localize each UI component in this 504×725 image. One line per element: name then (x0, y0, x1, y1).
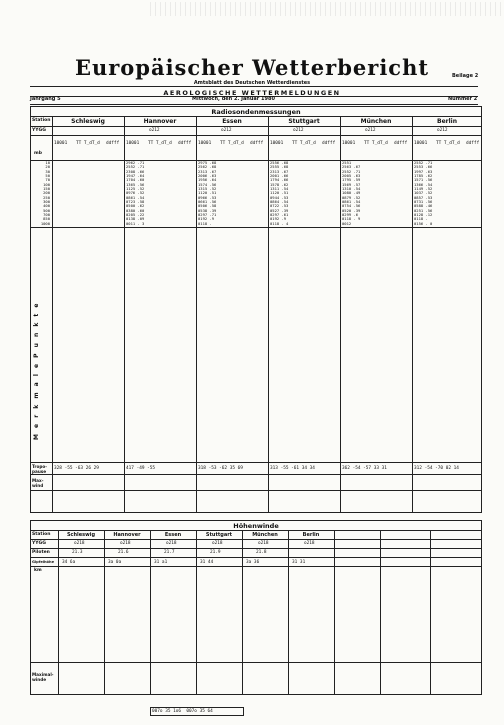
level-entry: 2562 -68 (198, 164, 217, 170)
level-entry: 0380 -60 (126, 207, 145, 213)
level-entry: 0118 - (198, 220, 212, 226)
divider (30, 474, 482, 475)
station-code: o212 (365, 128, 376, 133)
station-data-essen (198, 161, 216, 226)
station-name: München (360, 118, 392, 125)
col-line (104, 530, 105, 695)
level-entry: 1125 -52 (126, 186, 145, 192)
piloten-value: 21.9 (210, 550, 221, 555)
tt-header: TT T_dT_d (436, 141, 460, 146)
level-entry: 1365 -56 (126, 181, 145, 187)
level-entry: 1795 -59 (342, 177, 361, 183)
tt-header: TT T_dT_d (364, 141, 388, 146)
divider (30, 227, 482, 228)
piloten-value: 21.7 (164, 550, 175, 555)
gipfel-value: 31 a1 (154, 560, 168, 565)
significant-points-label: M e r k m a l e P u n k t e (33, 301, 40, 440)
level-entry: 0966 -53 (198, 194, 217, 200)
level-entry: 0944 -53 (270, 194, 289, 200)
level-value: 700 (43, 212, 50, 218)
level-entry: 0297 -61 (270, 212, 289, 218)
level-entry: 0251 -56 (414, 207, 433, 213)
tropopause-value: 362 -54 -57 33 31 (342, 466, 387, 471)
level-entry: 0205 -22 (126, 212, 145, 218)
station-label: Station (32, 118, 51, 123)
level-entry: 1574 -56 (198, 181, 217, 187)
level-entry (54, 222, 56, 226)
yygg-label: YYGG (32, 541, 46, 546)
code-header: 10001 (198, 141, 212, 146)
level-entry: 1149 -52 (414, 186, 433, 192)
code-header: 10001 (126, 141, 140, 146)
level-entry: 2313 -67 (270, 168, 289, 174)
level-entry: 0754 -56 (342, 203, 361, 209)
level-entry: 0661 -56 (198, 199, 217, 205)
tt-header: TT T_dT_d (76, 141, 100, 146)
level-entry: 0299 -6 (342, 212, 359, 218)
hoehen-code: o218 (166, 541, 177, 546)
rule (30, 104, 478, 105)
level-entry: 2551 (342, 160, 352, 165)
station-code: o212 (437, 128, 448, 133)
level-entry: 1578 -62 (270, 181, 289, 187)
col-line (58, 530, 59, 695)
level-entry: 1037 -52 (414, 190, 433, 196)
level-value: 250 (43, 194, 50, 200)
level-value: 70 (45, 177, 50, 183)
col-line (52, 116, 53, 513)
col-line (412, 116, 413, 513)
col-line (334, 530, 335, 695)
level-entry: 1366 -54 (414, 181, 433, 187)
level-entry: 2553 -66 (414, 164, 433, 170)
piloten-label: Piloten (32, 550, 50, 555)
bulletin-title: AEROLOGISCHE WETTERMELDUNGEN (163, 89, 341, 97)
divider (30, 530, 482, 531)
footer-box-text: 007o 35 1o6 007o 35 64 (152, 709, 213, 714)
level-entry: 0864 -54 (270, 199, 289, 205)
level-entry: 0538 -39 (198, 207, 217, 213)
level-entry: 0520 -39 (342, 207, 361, 213)
station-name: Hannover (143, 118, 177, 125)
level-entry: 2308 -66 (126, 168, 145, 174)
level-entry: 0722 -53 (270, 203, 289, 209)
level-value: 10 (45, 160, 50, 165)
level-entry: 0118 - 9 (342, 216, 361, 222)
col-line (124, 116, 125, 513)
level-entry: 1120 -51 (270, 190, 289, 196)
piloten-value: 21.6 (118, 550, 129, 555)
hoehenwinde-table (30, 520, 482, 695)
level-entry: 0976 -52 (126, 190, 145, 196)
level-entry: 2001 -66 (270, 173, 289, 179)
level-value: 100 (43, 181, 50, 187)
tt-header: TT T_dT_d (148, 141, 172, 146)
tropopause-value: 328 -55 -63 26 29 (54, 466, 99, 471)
level-entry: 0138 -09 (126, 216, 145, 222)
level-entry: 2555 -68 (270, 164, 289, 170)
level-entry: 0506 -58 (198, 203, 217, 209)
level-entry: 1947 -64 (126, 173, 145, 179)
tropopause-value: 313 -55 -61 34 34 (270, 466, 315, 471)
yygg-label: YYGG (32, 128, 46, 133)
level-entry: 1311 -54 (270, 186, 289, 192)
station-name: Essen (164, 532, 182, 538)
divider (30, 135, 482, 136)
divider (30, 490, 482, 491)
station-data-hannover (126, 161, 144, 226)
col-line (268, 116, 269, 513)
ddff-header: ddfff (394, 141, 408, 146)
code-header: 10001 (54, 141, 68, 146)
level-entry: 2552 -71 (342, 168, 361, 174)
station-name: München (252, 532, 278, 538)
jahrgang: Jahrgang 5 (30, 96, 61, 102)
level-entry: 0192 -9 (270, 216, 287, 222)
gipfel-value: 31 31 (292, 560, 306, 565)
rule (30, 86, 478, 87)
col-line (380, 530, 381, 695)
col-line (196, 116, 197, 513)
level-entry: 0297 -71 (198, 212, 217, 218)
tropopause-label: Tropo-pause (32, 464, 47, 474)
col-line (242, 530, 243, 695)
hoehenwinde-section-title: Höhenwinde (233, 522, 279, 530)
gipfel-value: 31 44 (200, 560, 214, 565)
station-data-schleswig (54, 161, 56, 226)
col-line (288, 530, 289, 695)
level-entry: 1120 -51 (198, 190, 217, 196)
level-entry: 1315 -52 (198, 186, 217, 192)
divider (30, 566, 482, 567)
level-value: 850 (43, 216, 50, 222)
page-title: Europäischer Wetterbericht (74, 55, 430, 80)
level-value: 500 (43, 207, 50, 213)
station-label: Station (32, 532, 51, 537)
level-entry: 1794 -66 (270, 177, 289, 183)
gipfelhoehe-label: Gipfelhöhe (32, 560, 55, 564)
station-data-berlin (414, 161, 432, 226)
hoehen-code: o218 (304, 541, 315, 546)
level-entry: 1080 -49 (342, 190, 361, 196)
divider (30, 539, 482, 540)
station-code: o212 (149, 128, 160, 133)
beilage: Beilage 2 (452, 73, 479, 79)
gipfel-value: 34 6a (62, 560, 76, 565)
subtitle: Amtsblatt des Deutschen Wetterdienstes (193, 80, 311, 86)
col-line (430, 530, 431, 695)
level-column (28, 161, 50, 226)
station-name: Essen (222, 118, 242, 125)
scan-noise (150, 2, 504, 16)
ddff-header: ddfff (178, 141, 192, 146)
km-label: km (34, 568, 42, 573)
level-entry: 2552 -71 (126, 164, 145, 170)
level-entry: 0857 -53 (414, 194, 433, 200)
hoehen-code: o218 (120, 541, 131, 546)
level-entry: 0128 -12 (414, 212, 433, 218)
ddff-header: ddfff (322, 141, 336, 146)
divider (30, 126, 482, 127)
code-header: 10001 (414, 141, 428, 146)
level-entry: 2556 -68 (270, 160, 289, 165)
col-line (150, 530, 151, 695)
level-entry: 2005 -63 (342, 173, 361, 179)
divider (30, 548, 482, 549)
level-entry: 1704 -60 (126, 177, 145, 183)
level-entry: 2962 -71 (126, 160, 145, 165)
level-entry: 0588 -46 (414, 203, 433, 209)
level-entry: 1571 -56 (414, 177, 433, 183)
hoehen-code: o218 (74, 541, 85, 546)
col-line (196, 530, 197, 695)
level-entry: 0527 -39 (270, 207, 289, 213)
code-header: 10001 (342, 141, 356, 146)
level-entry: 2313 -67 (198, 168, 217, 174)
tt-header: TT T_dT_d (220, 141, 244, 146)
station-name: Berlin (437, 118, 457, 125)
tropopause-value: 312 -54 -70 02 14 (414, 466, 459, 471)
mb-label: mb (34, 151, 42, 156)
station-name: Hannover (113, 532, 141, 538)
station-name: Schleswig (71, 118, 105, 125)
divider (30, 462, 482, 463)
level-value: 30 (45, 168, 50, 174)
station-code: o212 (221, 128, 232, 133)
col-line (340, 116, 341, 513)
level-entry: 0723 -58 (126, 199, 145, 205)
radiosonde-section-title: Radiosondenmessungen (211, 108, 301, 116)
piloten-value: 21.8 (256, 550, 267, 555)
level-value: 200 (43, 190, 50, 196)
level-entry: 0861 -54 (342, 199, 361, 205)
gipfel-value: 3a 0a (108, 560, 122, 565)
divider (30, 116, 482, 117)
hoehen-code: o218 (212, 541, 223, 546)
maximalwinde-label: Maximal-winde (32, 672, 54, 682)
level-value: 50 (45, 173, 50, 179)
tropopause-value: 417 -49 -55 (126, 466, 156, 471)
divider (30, 662, 482, 663)
gipfel-value: 3a 36 (246, 560, 260, 565)
tt-header: TT T_dT_d (292, 141, 316, 146)
ddff-header: ddfff (466, 141, 480, 146)
station-data-muenchen (342, 161, 360, 226)
level-value: 300 (43, 199, 50, 205)
level-entry: 2552 -71 (414, 160, 433, 165)
station-name: Schleswig (66, 532, 96, 538)
level-value: 400 (43, 203, 50, 209)
level-entry: 0118 - 4 (270, 220, 289, 226)
tropopause-value: 318 -53 -62 35 69 (198, 466, 243, 471)
level-entry: 1310 -54 (342, 186, 361, 192)
ddff-header: ddfff (250, 141, 264, 146)
level-entry: 0879 -52 (342, 194, 361, 200)
level-entry: 1569 -57 (342, 181, 361, 187)
level-entry: 0012 (342, 220, 352, 226)
level-entry: 0118 - (414, 216, 428, 222)
level-entry: 0011 - 3 (126, 220, 145, 226)
level-entry: 0156 - 0 (414, 220, 433, 226)
level-entry: 1785 -62 (414, 173, 433, 179)
level-entry: 1956 -64 (198, 177, 217, 183)
station-data-stuttgart (270, 161, 288, 226)
level-entry: 2975 -68 (198, 160, 217, 165)
divider (30, 557, 482, 558)
station-name: Stuttgart (288, 118, 320, 125)
station-code: o212 (293, 128, 304, 133)
maxwind-label: Max-wind (32, 478, 44, 488)
code-header: 10001 (270, 141, 284, 146)
level-entry: 0861 -54 (126, 194, 145, 200)
level-entry: 2563 -67 (342, 164, 361, 170)
hoehen-code: o218 (258, 541, 269, 546)
issue-number: Nummer 2 (448, 96, 478, 102)
level-entry: 1997 -63 (414, 168, 433, 174)
level-value: 1000 (40, 220, 50, 226)
station-name: Stuttgart (205, 532, 233, 538)
issue-date: Mittwoch, den 2. Januar 1980 (192, 96, 275, 102)
level-entry: 0731 -56 (414, 199, 433, 205)
level-value: 20 (45, 164, 50, 170)
level-entry: 0500 -62 (126, 203, 145, 209)
piloten-value: 21.3 (72, 550, 83, 555)
ddff-header: ddfff (106, 141, 120, 146)
level-entry: 2006 -63 (198, 173, 217, 179)
level-entry: 0192 -9 (198, 216, 215, 222)
station-name: Berlin (302, 532, 320, 538)
level-value: 150 (43, 186, 50, 192)
